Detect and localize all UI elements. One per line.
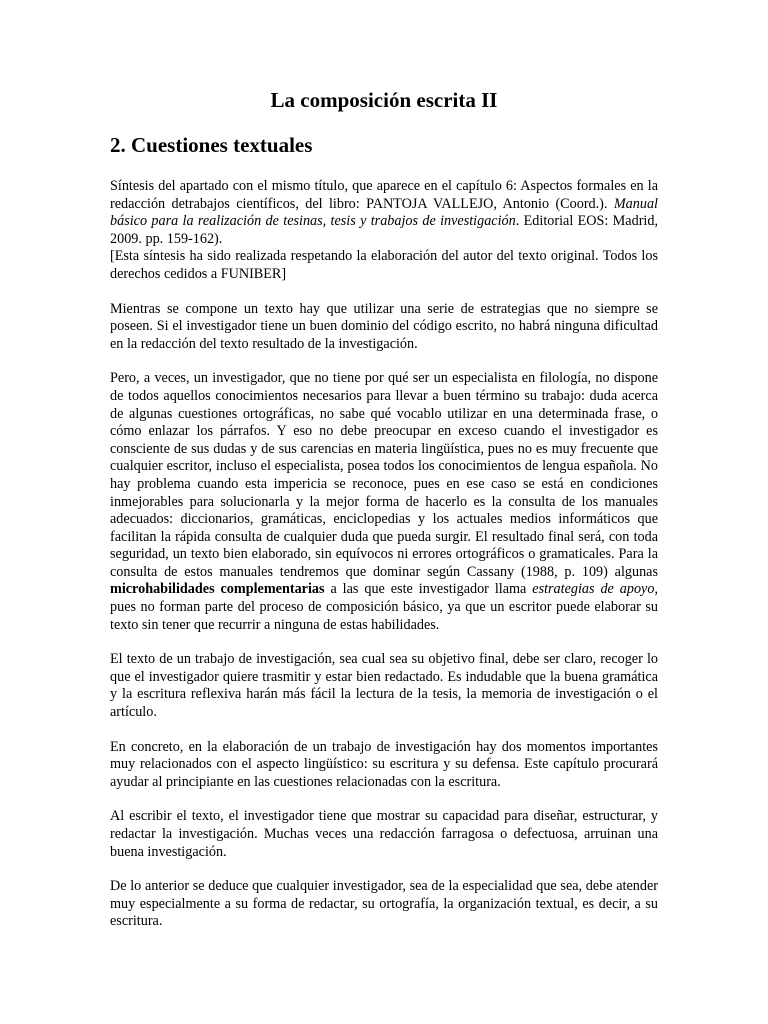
intro-text: Síntesis del apartado con el mismo título, que aparece en el capítulo 6: Aspectos formales en la redacción detrabajos científicos, del libro: PANTOJA VALLEJO, Antonio (Coord.).	[110, 178, 658, 212]
intro-paragraph	[110, 178, 658, 284]
body-paragraph-6: De lo anterior se deduce que cualquier investigador, sea de la especialidad que sea, debe atender muy especialmente a su forma de redactar, su ortografía, la organización textual, es decir, a su escritura.	[110, 878, 658, 930]
body-paragraph-5: Al escribir el texto, el investigador tiene que mostrar su capacidad para diseñar, estructurar, y redactar la investigación. Muchas veces una redacción farragosa o defectuosa, arruinan una buena investigación.	[110, 808, 658, 860]
paragraph-2-text-b: a las que este investigador llama	[324, 581, 533, 598]
document-page	[110, 86, 658, 948]
paragraph-2-text: Pero, a veces, un investigador, que no tiene por qué ser un especialista en filología, no dispone de todos aquellos conocimientos necesarios para llevar a buen término su trabajo: duda acerca de algunas cuestiones ortográficas, no sabe qué vocablo utilizar en una determinada frase, o cómo enlazar los párrafos. Y eso no debe preocupar en exceso cuando el investigador es consciente de sus dudas y de sus carencias en materia lingüística, pues no es muy frecuente que cualquier escritor, incluso el especialista, posea todos los conocimientos de lengua española. No hay problema cuando esta impericia se reconoce, pues en ese caso se está en condiciones inmejorables para solucionarla y la mejor forma de hacerlo es la consulta de los manuales adecuados: diccionarios, gramáticas, enciclopedias y los actuales medios informáticos que facilitan la rápida consulta de cualquier duda que pueda surgir. El resultado final será, con toda seguridad, un texto bien elaborado, sin equívocos ni errores ortográficos o gramaticales. Para la consulta de estos manuales tendremos que dominar según Cassany (1988, p. 109) algunas	[110, 370, 658, 580]
section-heading: 2. Cuestiones textuales	[110, 133, 313, 157]
body-paragraph-3: El texto de un trabajo de investigación, sea cual sea su objetivo final, debe ser claro, recoger lo que el investigador quiere trasmitir y estar bien redactado. Es indudable que la buena gramática y la escritura reflexiva harán más fácil la lectura de la tesis, la memoria de investigación o el artículo.	[110, 651, 658, 721]
body-paragraph-1: Mientras se compone un texto hay que utilizar una serie de estrategias que no siempre se poseen. Si el investigador tiene un buen dominio del código escrito, no habrá ninguna dificultad en la redacción del texto resultado de la investigación.	[110, 300, 658, 352]
italic-term: estrategias de apoyo	[532, 581, 655, 598]
intro-note: [Esta síntesis ha sido realizada respetando la elaboración del autor del texto original. Todos los derechos cedidos a FUNIBER]	[110, 248, 658, 282]
body-paragraph-4: En concreto, en la elaboración de un trabajo de investigación hay dos momentos importantes muy relacionados con el aspecto lingüístico: su escritura y su defensa. Este capítulo procurará ayudar al principiante en las cuestiones relacionadas con la escritura.	[110, 738, 658, 790]
bold-term: microhabilidades complementarias	[110, 581, 325, 598]
paragraph-2-text-c: , pues no forman parte del proceso de composición básico, ya que un escritor puede elaborar su texto sin tener que recurrir a ninguna de estas habilidades.	[110, 581, 658, 633]
body-paragraph-2	[110, 370, 658, 634]
book-title: Manual básico para la realización de tesinas, tesis y trabajos de investigación	[110, 195, 658, 230]
document-title: La composición escrita II	[270, 88, 498, 112]
intro-publication: . Editorial EOS: Madrid, 2009. pp. 159-162).	[110, 213, 658, 247]
